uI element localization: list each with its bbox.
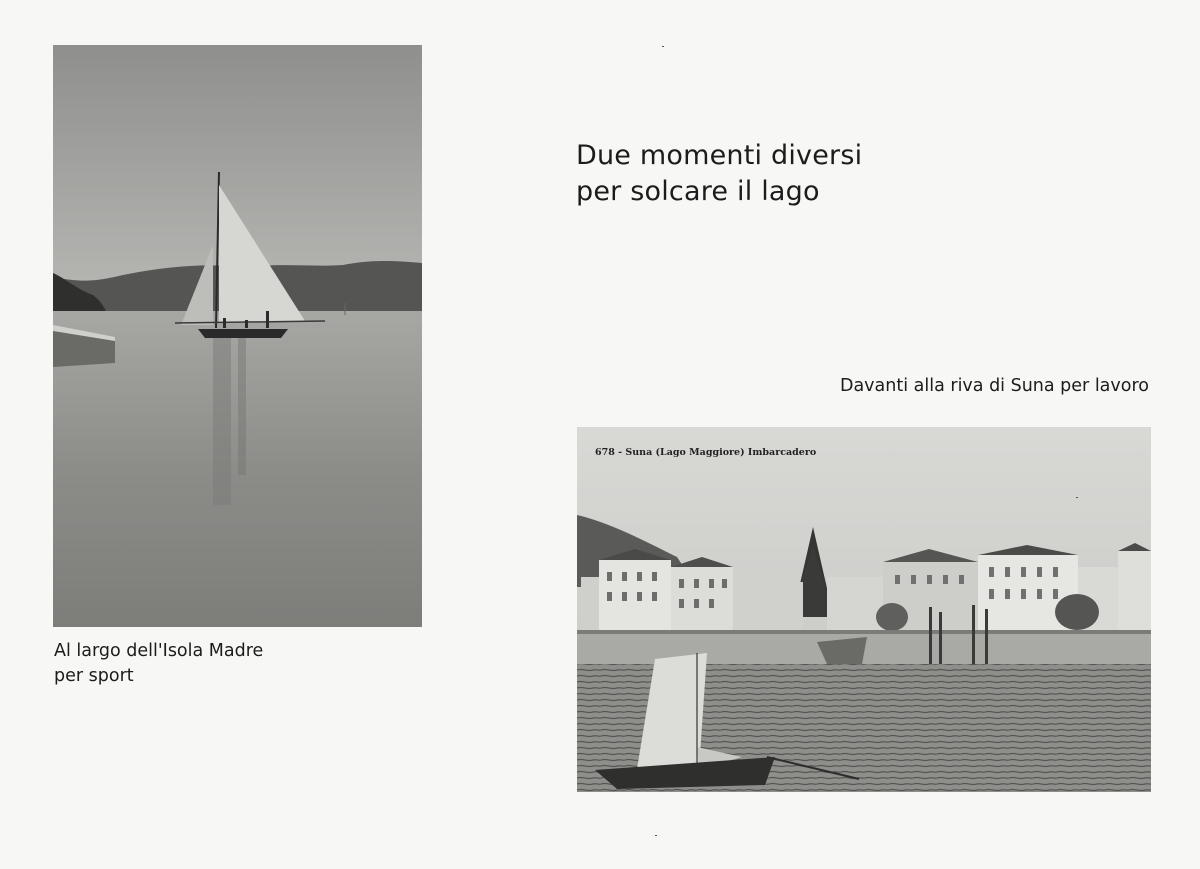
dust-speck xyxy=(662,46,664,47)
caption-left-line-1: Al largo dell'Isola Madre xyxy=(54,641,264,661)
dust-speck xyxy=(1076,497,1078,498)
sailboat-photo xyxy=(53,45,422,627)
heading-line-2: per solcare il lago xyxy=(576,176,820,207)
heading-line-1: Due momenti diversi xyxy=(576,140,863,171)
suna-postcard-photo xyxy=(577,427,1151,792)
caption-right: Davanti alla riva di Suna per lavoro xyxy=(839,376,1149,396)
caption-left xyxy=(54,639,263,689)
page-heading xyxy=(576,138,862,210)
postcard-title: 678 - Suna (Lago Maggiore) Imbarcadero xyxy=(595,447,817,458)
dust-speck xyxy=(655,835,657,836)
sailboat-photo-image xyxy=(53,45,422,627)
caption-left-line-2: per sport xyxy=(54,666,134,686)
suna-postcard-image xyxy=(577,427,1151,792)
